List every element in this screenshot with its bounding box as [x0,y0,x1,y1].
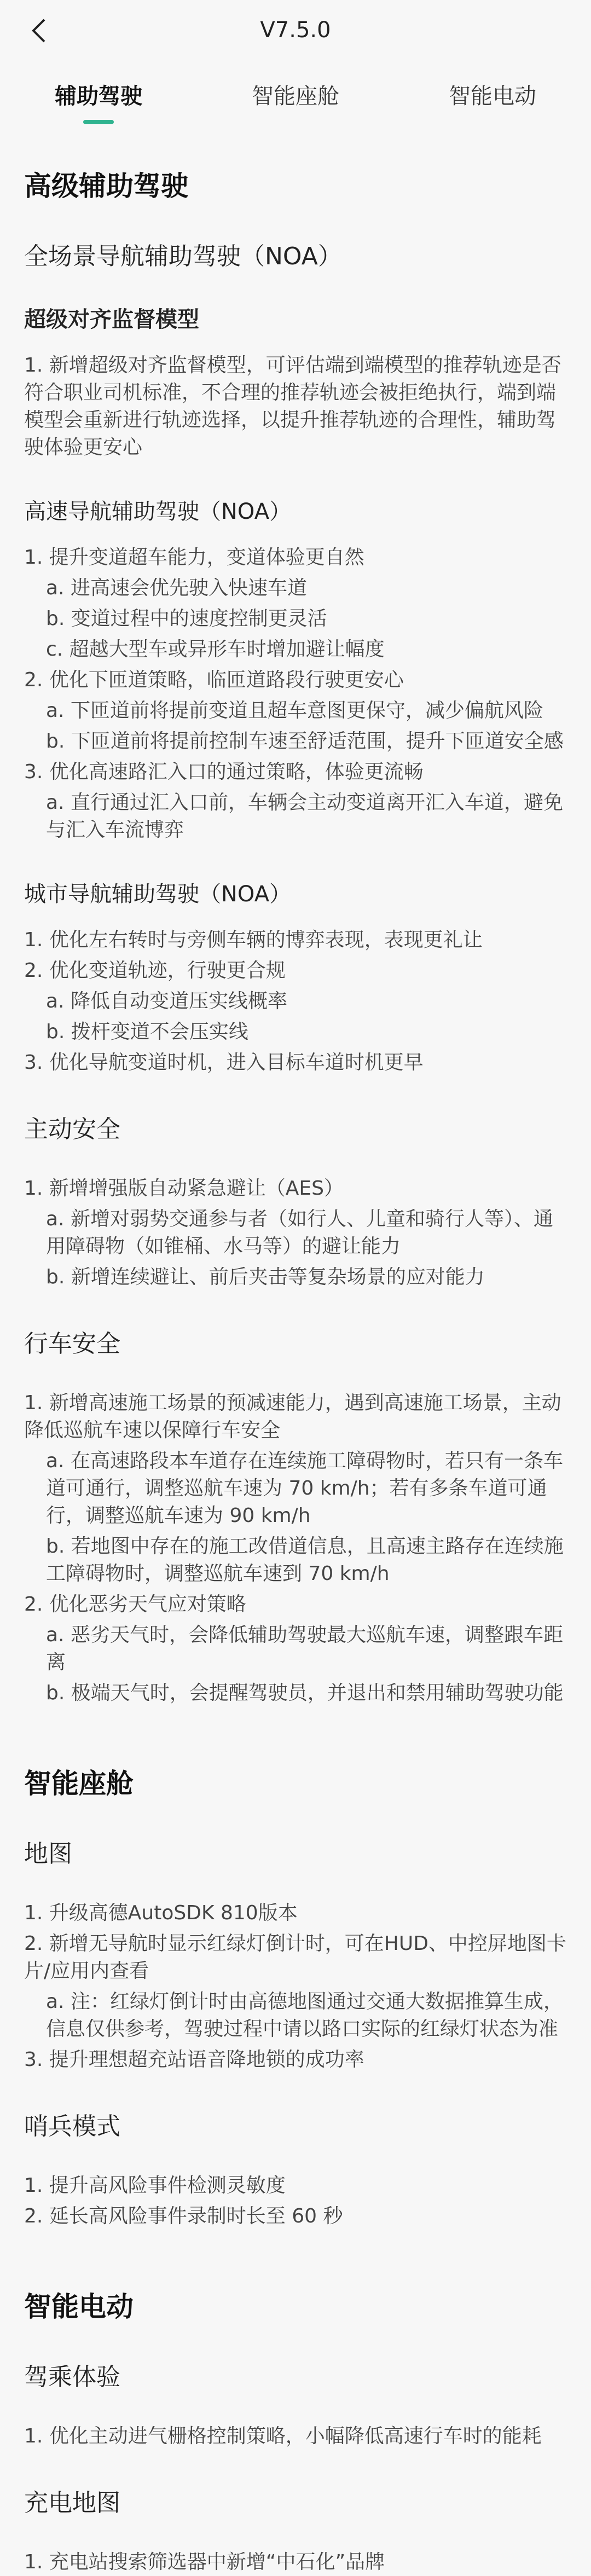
list-item: 1. 充电站搜索筛选器中新增“中石化”品牌 [24,2551,385,2573]
feature-block [24,1109,567,1291]
list-item: 3. 优化导航变道时机，进入目标车道时机更早 [24,1051,424,1074]
header [0,0,591,71]
feature-text: 1. 新增超级对齐监督模型，可评估端到端模型的推荐轨迹是否符合职业司机标准，不合理的推荐轨迹会被拒绝执行，端到端模型会重新进行轨迹选择，以提升推荐轨迹的合理性，辅助驾驶体验更安心 [24,354,561,459]
list-item: a. 下匝道前将提前变道且超车意图更保守，减少偏航风险 [46,699,543,722]
subsection-title: 全场景导航辅助驾驶（NOA） [24,242,342,270]
subsection-title: 充电地图 [24,2489,120,2517]
tab-smart-electric[interactable]: 智能电动 [449,84,536,109]
section-title: 智能座舱 [24,1768,134,1799]
list-item: a. 在高速路段本车道存在连续施工障碍物时，若只有一条车道可通行，调整巡航车速为 70 km/h；若有多条车道可通行，调整巡航车速为 90 km/h [46,1450,563,1527]
feature-block [24,2483,567,2576]
list-item: 2. 优化变道轨迹，行驶更合规 [24,959,286,982]
subsection-title: 哨兵模式 [24,2112,120,2140]
list-item: b. 下匝道前将提前控制车速至舒适范围，提升下匝道安全感 [46,730,564,752]
list-item: c. 超越大型车或异形车时增加避让幅度 [46,638,385,661]
list-item: a. 进高速会优先驶入快速车道 [46,577,307,599]
feature-block [24,877,567,1076]
list-item: a. 注：红绿灯倒计时由高德地图通过交通大数据推算生成，信息仅供参考，驾驶过程中请以路口实际的红绿灯状态为准 [46,1990,563,2040]
list-item: 1. 提升高风险事件检测灵敏度 [24,2174,286,2197]
list-item: 1. 提升变道超车能力，变道体验更自然 [24,546,364,569]
list-item: 2. 优化恶劣天气应对策略 [24,1593,246,1616]
list-item: 2. 新增无导航时显示红绿灯倒计时，可在HUD、中控屏地图卡片/应用内查看 [24,1932,566,1982]
list-item: a. 直行通过汇入口前，车辆会主动变道离开汇入车道，避免与汇入车流博弈 [46,791,563,841]
list-item: 1. 优化主动进气栅格控制策略，小幅降低高速行车时的能耗 [24,2425,542,2447]
subsection-title: 驾乘体验 [24,2363,120,2391]
feature-title: 高速导航辅助驾驶（NOA） [24,499,292,524]
feature-block [24,1324,567,1707]
list-item: a. 降低自动变道压实线概率 [46,990,287,1012]
list-item: b. 极端天气时，会提醒驾驶员，并退出和禁用辅助驾驶功能 [46,1682,564,1704]
section-title: 智能电动 [24,2291,134,2323]
list-item: b. 变道过程中的速度控制更灵活 [46,607,327,630]
feature-title: 城市导航辅助驾驶（NOA） [24,882,292,907]
feature-block [24,1834,567,2074]
list-item: 3. 提升理想超充站语音降地锁的成功率 [24,2048,364,2071]
feature-block [24,2357,567,2450]
tab-assisted-driving[interactable]: 辅助驾驶 [0,79,197,110]
feature-block [24,2106,567,2230]
list-item: 1. 新增增强版自动紧急避让（AES） [24,1177,344,1200]
subsection-title: 主动安全 [24,1115,120,1143]
list-item: 2. 优化下匝道策略，临匝道路段行驶更安心 [24,669,404,691]
feature-block [24,302,567,461]
list-item: b. 若地图中存在的施工改借道信息，且高速主路存在连续施工障碍物时，调整巡航车速到 70 km/h [46,1535,564,1585]
list-item: a. 新增对弱势交通参与者（如行人、儿童和骑行人等）、通用障碍物（如锥桶、水马等）的避让能力 [46,1208,553,1258]
section-title: 高级辅助驾驶 [24,170,188,202]
list-item: a. 恶劣天气时，会降低辅助驾驶最大巡航车速，调整跟车距离 [46,1624,563,1674]
page-title: V7.5.0 [260,18,331,43]
tab-smart-cabin[interactable]: 智能座舱 [252,84,339,109]
list-item: b. 新增连续避让、前后夹击等复杂场景的应对能力 [46,1266,485,1288]
list-item: 1. 新增高速施工场景的预减速能力，遇到高速施工场景，主动降低巡航车速以保障行车安全 [24,1392,561,1442]
release-notes [0,164,591,2576]
list-item: b. 拨杆变道不会压实线 [46,1021,248,1043]
list-item: 3. 优化高速路汇入口的通过策略，体验更流畅 [24,761,424,783]
feature-title: 超级对齐监督模型 [24,307,199,332]
list-item: 2. 延长高风险事件录制时长至 60 秒 [24,2205,343,2227]
subsection-title: 行车安全 [24,1330,120,1358]
list-item: 1. 升级高德AutoSDK 810版本 [24,1902,298,1924]
subsection-title: 地图 [24,1840,72,1868]
feature-block [24,494,567,844]
list-item: 1. 优化左右转时与旁侧车辆的博弈表现，表现更礼让 [24,929,483,951]
